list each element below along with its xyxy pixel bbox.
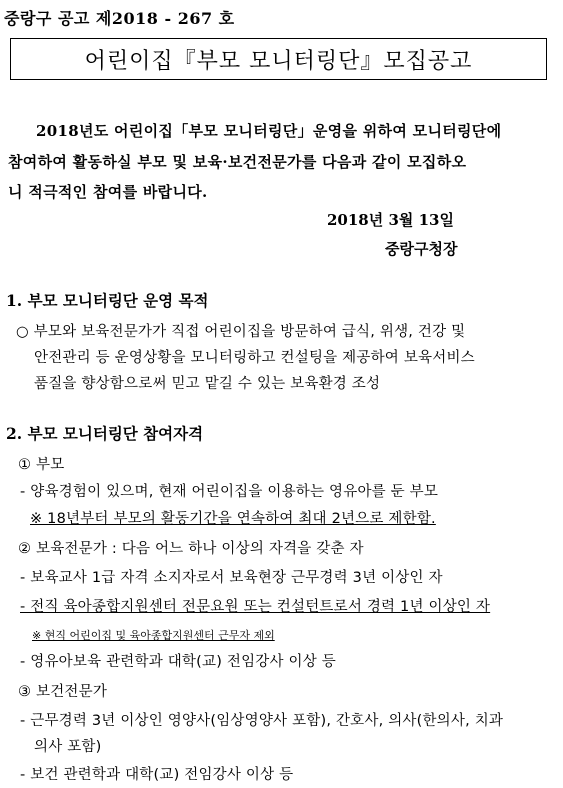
expert-item-2: - 전직 육아종합지원센터 전문요원 또는 컨설턴트로서 경력 1년 이상인 자 — [20, 599, 491, 615]
title-box — [10, 38, 547, 80]
parent-note: ※ 18년부터 부모의 활동기간을 연속하여 최대 2년으로 제한함. — [30, 511, 436, 527]
section-2-heading: 2. 부모 모니터링단 참여자격 — [6, 424, 204, 443]
health-item-1a: - 근무경력 3년 이상인 영양사(임상영양사 포함), 간호사, 의사(한의사, 치과 — [20, 713, 504, 729]
intro-line-3: 니 적극적인 참여를 바랍니다. — [8, 183, 208, 201]
section-1-line-2: 안전관리 등 운영상황을 모니터링하고 컨설팅을 제공하여 보육서비스 — [34, 350, 475, 366]
expert-item-1: - 보육교사 1급 자격 소지자로서 보육현장 근무경력 3년 이상인 자 — [20, 570, 443, 586]
health-item-2: - 보건 관련학과 대학(교) 전임강사 이상 등 — [20, 767, 294, 783]
section-1-heading: 1. 부모 모니터링단 운영 목적 — [6, 291, 209, 310]
expert-label: ② 보육전문가 : 다음 어느 하나 이상의 자격을 갖춘 자 — [18, 541, 364, 557]
parent-label: ① 부모 — [18, 457, 65, 473]
expert-item-3: - 영유아보육 관련학과 대학(교) 전임강사 이상 등 — [20, 654, 336, 670]
health-item-1b: 의사 포함) — [34, 739, 102, 755]
intro-line-1: 2018년도 어린이집「부모 모니터링단」운영을 위하여 모니터링단에 — [36, 122, 502, 140]
section-1-line-1: ○ 부모와 보육전문가가 직접 어린이집을 방문하여 급식, 위생, 건강 및 — [16, 324, 466, 340]
section-1-line-3: 품질을 향상함으로써 믿고 맡길 수 있는 보육환경 조성 — [34, 376, 381, 392]
notice-number: 중랑구 공고 제2018 - 267 호 — [4, 9, 235, 28]
intro-line-2: 참여하여 활동하실 부모 및 보육·보건전문가를 다음과 같이 모집하오 — [8, 153, 467, 171]
notice-date: 2018년 3월 13일 — [327, 211, 454, 229]
parent-item: - 양육경험이 있으며, 현재 어린이집을 이용하는 영유아를 둔 부모 — [20, 484, 439, 500]
signature: 중랑구청장 — [385, 240, 458, 258]
page-title: 어린이집『부모 모니터링단』모집공고 — [84, 48, 473, 74]
expert-note: ※ 현직 어린이집 및 육아종합지원센터 근무자 제외 — [32, 629, 275, 642]
health-label: ③ 보건전문가 — [18, 684, 108, 700]
